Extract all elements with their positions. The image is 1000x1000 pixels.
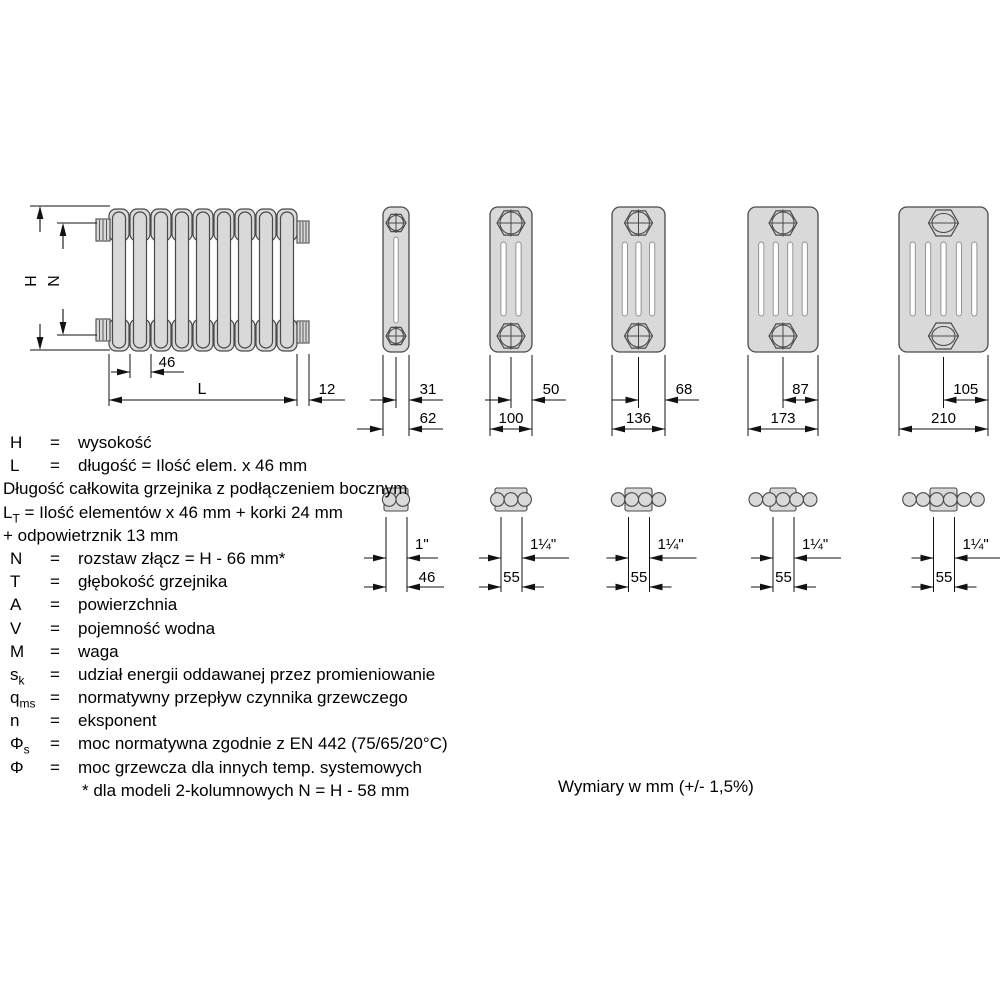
depth-half-label: 31 [419, 381, 437, 398]
legend-row [3, 524, 543, 547]
pitch-label: 55 [775, 569, 792, 586]
pitch-label: 55 [935, 569, 953, 586]
legend-equals: = [50, 688, 60, 708]
legend-text: + odpowietrznik 13 mm [3, 525, 179, 545]
legend-text: moc normatywna zgodnie z EN 442 (75/65/20°C) [78, 734, 448, 754]
cross-section-5-column [748, 207, 818, 352]
legend-row [3, 431, 543, 454]
legend-equals: = [50, 595, 60, 615]
top-view-4-column [611, 488, 665, 511]
legend-row [3, 570, 543, 593]
depth-half-label: 50 [542, 381, 560, 398]
legend-symbol: $\Phi_s$ [10, 734, 30, 757]
joint-spacing-dim-label: N [44, 275, 61, 287]
legend-symbol: M [10, 641, 25, 661]
top-view-5-column [749, 488, 817, 511]
connection-size-label: 1" [415, 536, 429, 553]
legend-text: waga [78, 641, 119, 661]
legend-text: rozstaw złącz = H - 66 mm* [78, 548, 286, 568]
end-dim-label: 12 [318, 381, 336, 398]
legend-text: normatywny przepływ czynnika grzewczego [78, 688, 408, 708]
element-width-label: 46 [158, 354, 176, 371]
legend-text: Długość całkowita grzejnika z podłączeniem bocznym [3, 479, 408, 499]
legend-text: udział energii oddawanej przez promieniowanie [78, 664, 436, 684]
radiator-front-view [96, 209, 309, 351]
legend-row [3, 640, 543, 663]
connection-size-label: 1¼" [530, 536, 557, 553]
connection-size-label: 1¼" [657, 536, 684, 553]
pitch-label: 55 [630, 569, 648, 586]
legend-text: długość = Ilość elem. x 46 mm [78, 456, 308, 476]
legend-symbol: N [10, 548, 23, 568]
legend-symbol: A [10, 595, 22, 615]
cross-section-6-column [899, 207, 988, 352]
legend-equals: = [50, 757, 60, 777]
depth-full-label: 210 [930, 410, 957, 427]
length-dim-label: L [197, 381, 207, 398]
depth-half-label: 105 [953, 381, 979, 398]
depth-full-label: 62 [419, 410, 437, 427]
depth-half-label: 87 [792, 381, 809, 398]
legend-symbol: H [10, 433, 23, 452]
height-dim-label: H [21, 275, 38, 287]
depth-full-label: 173 [770, 410, 796, 427]
cross-section-3-column [490, 207, 532, 352]
legend-symbol: L [10, 456, 20, 476]
legend-text: $L_T$ = Ilość elementów x 46 mm + korki 24 mm [3, 502, 343, 525]
legend-row [3, 709, 543, 732]
legend-row [3, 617, 543, 640]
legend-symbol: n [10, 711, 20, 731]
legend-row [3, 686, 543, 709]
legend-equals: = [50, 456, 60, 476]
legend-equals: = [50, 433, 60, 452]
legend-text: wysokość [78, 433, 152, 452]
legend-text: * dla modeli 2-kolumnowych N = H - 58 mm [82, 780, 410, 800]
legend-row [3, 756, 543, 779]
legend-text: powierzchnia [78, 595, 178, 615]
legend-equals: = [50, 641, 60, 661]
legend-text: pojemność wodna [78, 618, 216, 638]
legend-row [3, 663, 543, 686]
cross-section-dimensions [357, 355, 988, 436]
legend-symbol: $q_{ms}$ [10, 688, 36, 711]
legend-text: głębokość grzejnika [78, 572, 228, 592]
cross-section-2-column [383, 207, 409, 352]
legend-equals: = [50, 548, 60, 568]
depth-full-label: 136 [625, 410, 652, 427]
connection-size-label: 1¼" [962, 536, 989, 553]
top-view-6-column [903, 488, 985, 511]
legend-row [3, 477, 543, 500]
pitch-label: 55 [503, 569, 520, 586]
legend-equals: = [50, 664, 60, 684]
legend-equals: = [50, 734, 60, 754]
legend-row [3, 501, 543, 524]
depth-half-label: 68 [675, 381, 693, 398]
legend-symbol: V [10, 618, 22, 638]
legend-equals: = [50, 618, 60, 638]
legend-equals: = [50, 711, 60, 731]
legend-row [3, 593, 543, 616]
connection-size-label: 1¼" [802, 536, 829, 553]
legend-symbol: Φ [10, 757, 24, 777]
legend-row [3, 732, 543, 755]
cross-sections [383, 207, 988, 352]
legend-symbol: $s_k$ [10, 664, 25, 688]
legend-text: eksponent [78, 711, 157, 731]
legend-row [3, 454, 543, 477]
legend-text: moc grzewcza dla innych temp. systemowych [78, 757, 422, 777]
dimensions-note: Wymiary w mm (+/- 1,5%) [558, 777, 754, 796]
cross-section-4-column [612, 207, 665, 352]
legend-equals: = [50, 572, 60, 592]
legend-row [3, 779, 543, 802]
pitch-label: 46 [418, 569, 436, 586]
legend-symbol: T [10, 572, 21, 592]
legend-row [3, 547, 543, 570]
depth-full-label: 100 [498, 410, 524, 427]
symbol-legend [3, 431, 543, 802]
